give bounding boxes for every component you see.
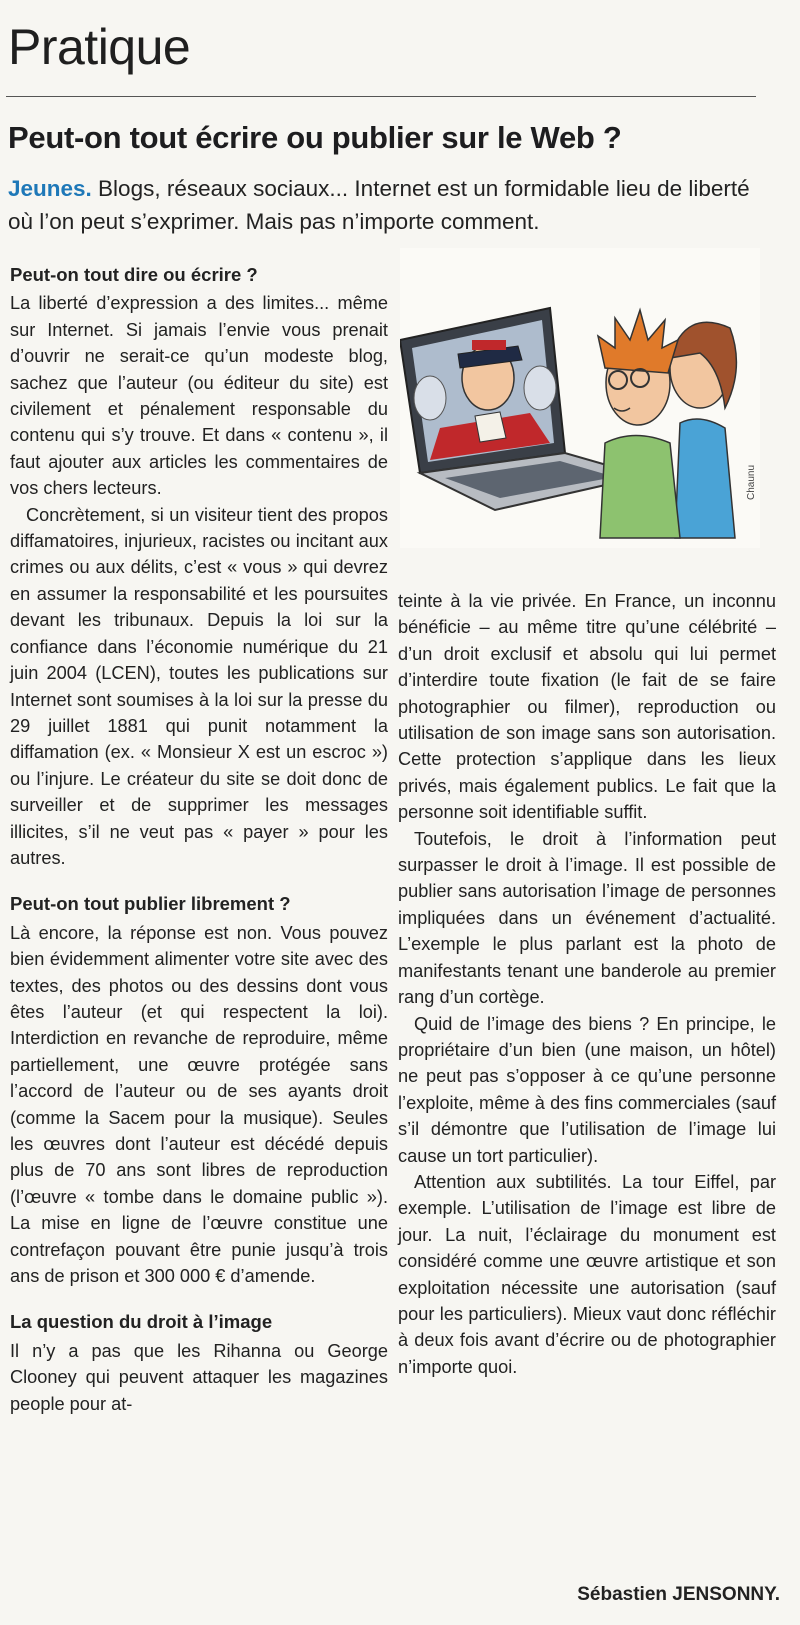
lede-text: Blogs, réseaux sociaux... Internet est un formidable lieu de liberté où l’on peut s’exprimer. Mais pas n’importe comment. [8,176,750,234]
paragraph: Attention aux subtilités. La tour Eiffel, par exemple. L’utilisation de l’image est libre de jour. La nuit, l’éclairage du monument est considéré comme une œuvre artistique et son exploitation nécessite une autorisation (sauf pour les particuliers). Mieux vaut donc réfléchir à deux fois avant d’écrire ou de photographier n’importe quoi. [398,1171,776,1377]
paragraph: Il n’y a pas que les Rihanna ou George Clooney qui peuvent attaquer les magazines people pour at- [10,1340,388,1414]
subhead-droit-image: La question du droit à l’image [10,1311,273,1333]
subhead-dire-ecrire: Peut-on tout dire ou écrire ? [10,264,258,285]
article-lede [8,172,778,238]
lede-kicker: Jeunes. [8,176,92,201]
subhead-publier: Peut-on tout publier librement ? [10,893,291,915]
paragraph: Là encore, la réponse est non. Vous pouvez bien évidemment alimenter votre site avec des textes, des photos ou des dessins dont vous êtes l’auteur (et qui respectent la loi). Interdiction en revanche de reproduire, même partiellement, une œuvre protégée sans l’accord de l’auteur ou de ses ayants droit (comme la Sacem pour la musique). Seules les œuvres dont l’auteur est décédé depuis plus de 70 ans sont libres de reproduction (l’œuvre « tombe dans le domaine public »). La mise en ligne de l’œuvre constitue une contrefaçon pouvant être punie jusqu’à trois ans de prison et 300 000 € d’amende. [10,922,388,1287]
paragraph: Concrètement, si un visiteur tient des propos diffamatoires, injurieux, racistes ou incitant aux crimes ou aux délits, c’est « vous » qui devrez en assumer la responsabilité et les poursuites devant les tribunaux. Depuis la loi sur la confiance dans l’économie numérique du 21 juin 2004 (LCEN), toutes les publications sur Internet sont soumises à la loi sur la presse du 29 juillet 1881 qui punit notamment la diffamation (ex. « Monsieur X est un escroc ») ou l’injure. Le créateur du site se doit donc de surveiller et de supprimer les messages illicites, s’il ne veut pas « payer » pour les autres. [10,504,388,868]
paragraph: teinte à la vie privée. En France, un inconnu bénéficie – au même titre qu’une célébrité – d’un droit exclusif et absolu qui lui permet d’interdire toute fixation (le fait de se faire photographier ou filmer), reproduction ou utilisation de son image sans son autorisation. Cette protection s’applique dans les lieux privés, mais également publics. Le fait que la personne soit identifiable suffit. [398,591,776,823]
author-signature: Sébastien JENSONNY. [577,1584,780,1605]
header-rule [6,96,756,97]
article-headline: Peut-on tout écrire ou publier sur le Web ? [8,120,622,155]
cartoon-illustration [400,248,760,548]
paragraph: Quid de l’image des biens ? En principe, le propriétaire d’un bien (une maison, un hôtel) ne peut pas s’opposer à ce qu’une personne l’exploite, même à des fins commerciales (sauf s’il démontre que l’utilisation de l’image lui cause un tort particulier). [398,1013,776,1166]
right-column [398,588,776,1380]
paragraph: La liberté d’expression a des limites... même sur Internet. Si jamais l’envie vous prenait d’ouvrir ne serait-ce qu’un modeste blog, sachez que l’auteur (ou éditeur du site) est civilement et pénalement responsable du contenu qui s’y trouve. Et dans « contenu », il faut ajouter aux articles les commentaires de vos chers lecteurs. [10,293,388,499]
paragraph: Toutefois, le droit à l’information peut surpasser le droit à l’image. Il est possible de publier sans autorisation l’image de personnes impliquées dans un événement d’actualité. L’exemple le plus parlant est la photo de manifestants tenant une banderole au premier rang d’un cortège. [398,828,776,1008]
section-title: Pratique [8,19,191,75]
left-column [10,262,388,1417]
illustration-credit: Chaunu [746,464,757,500]
